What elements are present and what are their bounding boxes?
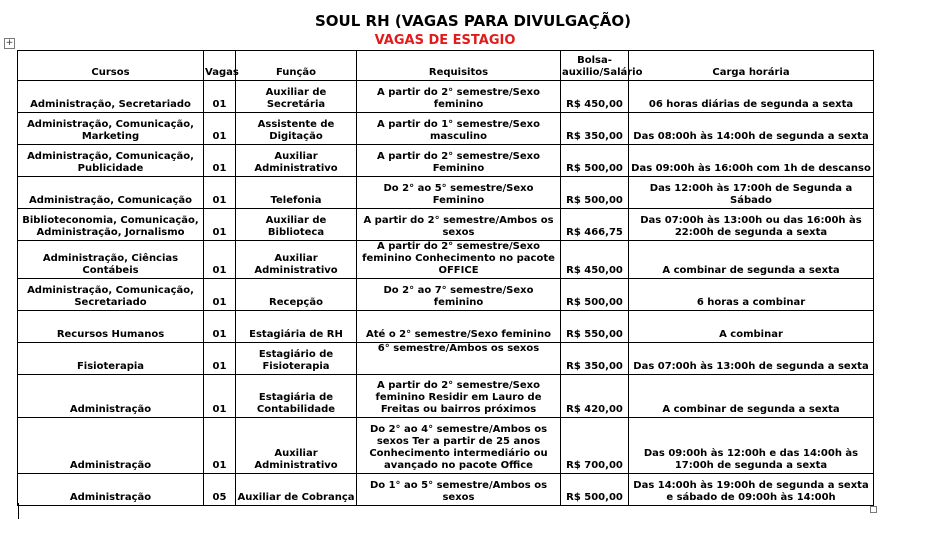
cell-bolsa: R$ 500,00 [561, 474, 629, 506]
cell-carga: Das 09:00h às 16:00h com 1h de descanso [629, 145, 874, 177]
cell-cursos: Administração [18, 474, 204, 506]
cell-carga: A combinar de segunda a sexta [629, 375, 874, 418]
table-move-handle-icon[interactable]: + [5, 38, 14, 48]
header-vagas: Vagas [204, 51, 236, 81]
cell-bolsa: R$ 500,00 [561, 145, 629, 177]
document-subtitle: VAGAS DE ESTAGIO [374, 33, 516, 48]
table-row [18, 311, 874, 343]
cell-bolsa: R$ 450,00 [561, 241, 629, 279]
header-bolsa: Bolsa-auxilio/Salário [561, 51, 629, 81]
cell-cursos: Administração [18, 375, 204, 418]
cell-vagas: 05 [204, 474, 236, 506]
cell-bolsa: R$ 350,00 [561, 343, 629, 375]
cell-cursos: Administração, Comunicação, Secretariado [18, 279, 204, 311]
table-row [18, 418, 874, 474]
cell-cursos: Administração, Comunicação, Marketing [18, 113, 204, 145]
cell-requisitos: 6° semestre/Ambos os sexos [357, 343, 561, 375]
header-carga: Carga horária [629, 51, 874, 81]
table-resize-handle[interactable] [870, 506, 877, 513]
cell-funcao: Estagiária de Contabilidade [236, 375, 357, 418]
cell-funcao: Auxiliar Administrativo [236, 145, 357, 177]
cell-vagas: 01 [204, 81, 236, 113]
cell-cursos: Recursos Humanos [18, 311, 204, 343]
cell-carga: 6 horas a combinar [629, 279, 874, 311]
cell-vagas: 01 [204, 209, 236, 241]
cell-funcao: Auxiliar Administrativo [236, 418, 357, 474]
header-requisitos: Requisitos [357, 51, 561, 81]
table-row [18, 145, 874, 177]
cell-funcao: Auxiliar de Biblioteca [236, 209, 357, 241]
cell-bolsa: R$ 350,00 [561, 113, 629, 145]
table-row [18, 241, 874, 279]
cell-carga: Das 07:00h às 13:00h de segunda a sexta [629, 343, 874, 375]
cell-funcao: Estagiária de RH [236, 311, 357, 343]
cell-carga: Das 14:00h às 19:00h de segunda a sexta e sábado de 09:00h às 14:00h [629, 474, 874, 506]
header-cursos: Cursos [18, 51, 204, 81]
cell-vagas: 01 [204, 241, 236, 279]
cell-funcao: Estagiário de Fisioterapia [236, 343, 357, 375]
cell-vagas: 01 [204, 343, 236, 375]
cell-carga: Das 12:00h às 17:00h de Segunda a Sábado [629, 177, 874, 209]
cell-carga: Das 09:00h às 12:00h e das 14:00h às 17:00h de segunda a sexta [629, 418, 874, 474]
cell-carga: A combinar [629, 311, 874, 343]
cell-cursos: Administração, Comunicação [18, 177, 204, 209]
cell-funcao: Assistente de Digitação [236, 113, 357, 145]
table-row [18, 474, 874, 506]
cell-requisitos: Do 1° ao 5° semestre/Ambos os sexos [357, 474, 561, 506]
cell-requisitos: A partir do 2° semestre/Sexo feminino Residir em Lauro de Freitas ou bairros próximos [357, 375, 561, 418]
cell-vagas: 01 [204, 375, 236, 418]
cell-funcao: Recepção [236, 279, 357, 311]
cell-vagas: 01 [204, 113, 236, 145]
cell-vagas: 01 [204, 145, 236, 177]
cell-requisitos: A partir do 2° semestre/Sexo feminino Conhecimento no pacote OFFICE [357, 241, 561, 279]
cell-vagas: 01 [204, 418, 236, 474]
cell-bolsa: R$ 550,00 [561, 311, 629, 343]
cell-requisitos: A partir do 2° semestre/Sexo Feminino [357, 145, 561, 177]
table-row [18, 279, 874, 311]
text-cursor [18, 503, 19, 519]
cell-bolsa: R$ 500,00 [561, 279, 629, 311]
table-row [18, 177, 874, 209]
cell-vagas: 01 [204, 311, 236, 343]
cell-requisitos: A partir do 1° semestre/Sexo masculino [357, 113, 561, 145]
cell-carga: Das 08:00h às 14:00h de segunda a sexta [629, 113, 874, 145]
cell-carga: 06 horas diárias de segunda a sexta [629, 81, 874, 113]
document-title: SOUL RH (VAGAS PARA DIVULGAÇÃO) [315, 12, 631, 30]
table-row [18, 81, 874, 113]
header-funcao: Função [236, 51, 357, 81]
table-row [18, 113, 874, 145]
cell-requisitos: Do 2° ao 4° semestre/Ambos os sexos Ter a partir de 25 anos Conhecimento intermediário ou avançado no pacote Office [357, 418, 561, 474]
cell-requisitos: Até o 2° semestre/Sexo feminino [357, 311, 561, 343]
cell-funcao: Auxiliar de Cobrança [236, 474, 357, 506]
cell-cursos: Administração, Ciências Contábeis [18, 241, 204, 279]
cell-requisitos: Do 2° ao 7° semestre/Sexo feminino [357, 279, 561, 311]
cell-cursos: Administração, Secretariado [18, 81, 204, 113]
cell-bolsa: R$ 700,00 [561, 418, 629, 474]
cell-requisitos: Do 2° ao 5° semestre/Sexo Feminino [357, 177, 561, 209]
cell-carga: Das 07:00h às 13:00h ou das 16:00h às 22:00h de segunda a sexta [629, 209, 874, 241]
cell-cursos: Administração, Comunicação, Publicidade [18, 145, 204, 177]
table-row [18, 343, 874, 375]
cell-requisitos: A partir do 2° semestre/Sexo feminino [357, 81, 561, 113]
cell-funcao: Auxiliar Administrativo [236, 241, 357, 279]
table-header-row [18, 51, 874, 81]
cell-cursos: Biblioteconomia, Comunicação, Administração, Jornalismo [18, 209, 204, 241]
table-row [18, 209, 874, 241]
cell-funcao: Auxiliar de Secretária [236, 81, 357, 113]
table-row [18, 375, 874, 418]
cell-carga: A combinar de segunda a sexta [629, 241, 874, 279]
cell-bolsa: R$ 466,75 [561, 209, 629, 241]
cell-cursos: Fisioterapia [18, 343, 204, 375]
vacancies-table [17, 50, 874, 506]
cell-bolsa: R$ 500,00 [561, 177, 629, 209]
cell-vagas: 01 [204, 177, 236, 209]
cell-vagas: 01 [204, 279, 236, 311]
cell-funcao: Telefonia [236, 177, 357, 209]
cell-cursos: Administração [18, 418, 204, 474]
cell-requisitos: A partir do 2° semestre/Ambos os sexos [357, 209, 561, 241]
cell-bolsa: R$ 450,00 [561, 81, 629, 113]
cell-bolsa: R$ 420,00 [561, 375, 629, 418]
